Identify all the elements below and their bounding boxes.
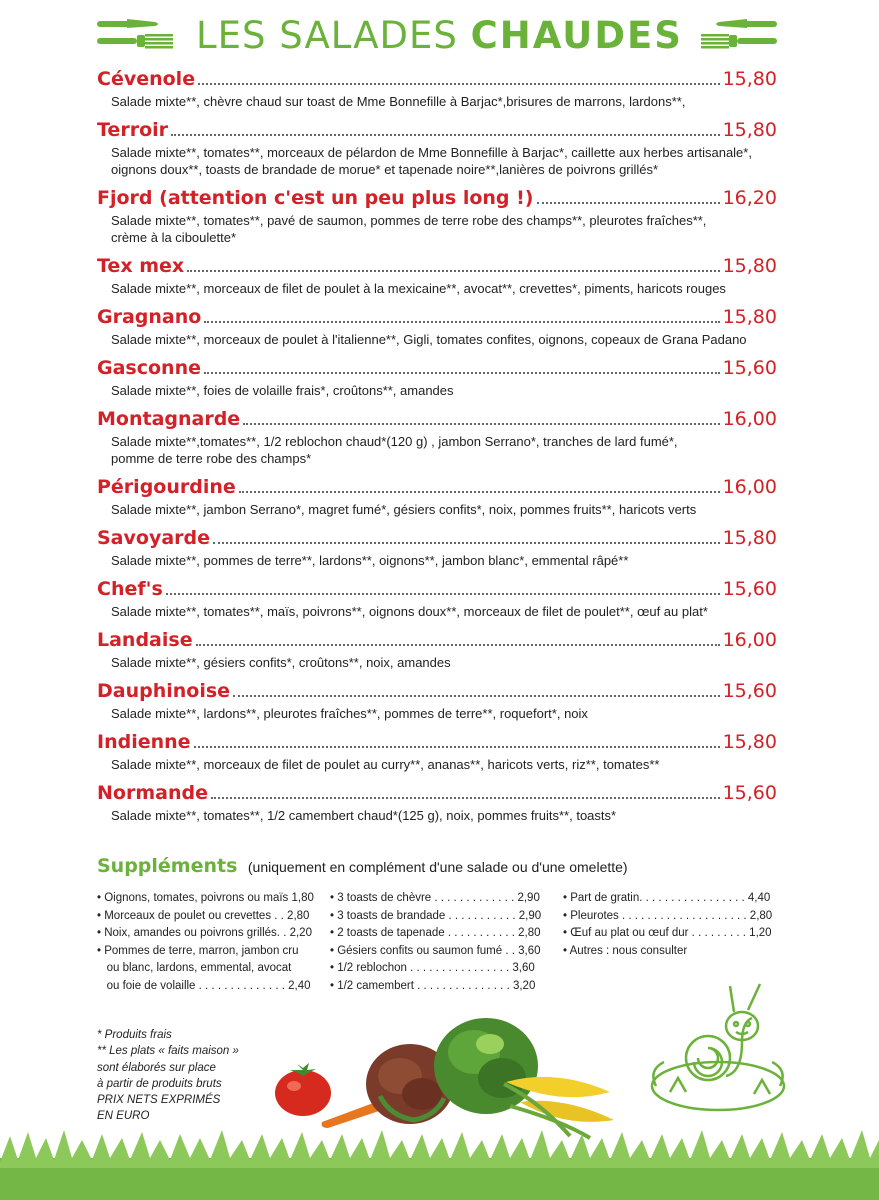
supplement-item: • Oignons, tomates, poivrons ou maïs 1,80 xyxy=(97,892,314,904)
salad-header xyxy=(97,408,777,433)
footnote-line: sont élaborés sur place xyxy=(97,1061,216,1074)
dot-leader xyxy=(204,372,720,374)
salad-header xyxy=(97,782,777,807)
salad-description: Salade mixte**, tomates**, 1/2 camembert chaud*(125 g), noix, pommes fruits**, toasts* xyxy=(111,808,617,823)
salad-description: Salade mixte**, pommes de terre**, lardons**, oignons**, jambon blanc*, emmental râpé** xyxy=(111,553,629,568)
dot-leader xyxy=(233,695,720,697)
supplement-item: • Gésiers confits ou saumon fumé . . 3,60 xyxy=(330,944,541,957)
salad-price: 15,60 xyxy=(722,357,777,379)
salad-item xyxy=(97,578,777,629)
salad-price: 15,60 xyxy=(722,782,777,804)
dot-leader xyxy=(239,491,720,493)
dot-leader xyxy=(166,593,720,595)
supplements-note: (uniquement en complément d'une salade ou d'une omelette) xyxy=(247,859,628,875)
salad-header xyxy=(97,306,777,331)
supplement-item: • 3 toasts de chèvre . . . . . . . . . . . . . 2,90 xyxy=(330,892,540,904)
salad-price: 15,80 xyxy=(722,68,777,90)
salad-description: Salade mixte**, chèvre chaud sur toast de Mme Bonnefille à Barjac*,brisures de marrons, lardons**, xyxy=(111,94,686,109)
salad-name: Savoyarde xyxy=(97,527,211,549)
dot-leader xyxy=(537,202,720,204)
supplement-item: • Pleurotes . . . . . . . . . . . . . . . . . . . . 2,80 xyxy=(563,909,773,922)
supplements-title: Suppléments xyxy=(97,855,238,877)
salad-name: Indienne xyxy=(97,731,191,753)
salad-description: Salade mixte**, morceaux de filet de poulet au curry**, ananas**, haricots verts, riz**, tomates** xyxy=(111,757,660,772)
salad-header xyxy=(97,731,777,756)
footnote-line: à partir de produits bruts xyxy=(97,1077,222,1090)
salad-item xyxy=(97,408,777,476)
salad-price: 15,80 xyxy=(722,731,777,753)
supplement-item: • 1/2 reblochon . . . . . . . . . . . . . . . . 3,60 xyxy=(330,962,535,974)
salad-price: 15,60 xyxy=(722,680,777,702)
salad-header xyxy=(97,476,777,501)
supplements-column xyxy=(563,890,775,960)
menu-header xyxy=(0,8,879,64)
salad-header xyxy=(97,629,777,654)
salad-header xyxy=(97,527,777,552)
salad-price: 16,00 xyxy=(722,476,777,498)
supplement-item: • Pommes de terre, marron, jambon cru xyxy=(97,944,299,957)
salad-description: Salade mixte**, gésiers confits*, croûtons**, noix, amandes xyxy=(111,655,451,670)
dot-leader xyxy=(213,542,720,544)
salad-price: 16,20 xyxy=(722,187,777,209)
salad-description: Salade mixte**, tomates**, maïs, poivrons**, oignons doux**, morceaux de filet de poulet**, œuf au plat* xyxy=(111,604,708,619)
salad-header xyxy=(97,119,777,144)
supplement-item: • Part de gratin. . . . . . . . . . . . . . . . . 4,40 xyxy=(563,892,771,904)
salad-item xyxy=(97,782,777,833)
salad-name: Fjord (attention c'est un peu plus long !) xyxy=(97,187,534,209)
salad-header xyxy=(97,578,777,603)
salad-header xyxy=(97,187,777,212)
salad-price: 15,80 xyxy=(722,119,777,141)
supplement-item: ou blanc, lardons, emmental, avocat xyxy=(97,962,292,974)
salad-item xyxy=(97,680,777,731)
supplement-item: • 1/2 camembert . . . . . . . . . . . . . . . 3,20 xyxy=(330,979,536,992)
salad-name: Périgourdine xyxy=(97,476,236,498)
supplement-item: • 3 toasts de brandade . . . . . . . . . . . 2,90 xyxy=(330,909,542,922)
footnote-line: PRIX NETS EXPRIMÉS xyxy=(97,1094,221,1107)
salad-description: Salade mixte**,tomates**, 1/2 reblochon chaud*(120 g) , jambon Serrano*, tranches de lard fumé*, pomme de terre robe des champs* xyxy=(111,434,678,466)
fork-knife-icon xyxy=(683,16,777,50)
salad-header xyxy=(97,255,777,280)
salad-item xyxy=(97,255,777,306)
supplements-column xyxy=(330,890,542,995)
footnote-line: ** Les plats « faits maison » xyxy=(97,1045,239,1058)
salad-description: Salade mixte**, morceaux de poulet à l'italienne**, Gigli, tomates confites, oignons, copeaux de Grana Padano xyxy=(111,332,747,347)
dot-leader xyxy=(194,746,720,748)
salad-price: 15,60 xyxy=(722,578,777,600)
title-text: LES SALADES xyxy=(196,14,458,57)
dot-leader xyxy=(204,321,719,323)
salad-price: 16,00 xyxy=(722,408,777,430)
footnote-line: EN EURO xyxy=(97,1110,150,1123)
salad-name: Gragnano xyxy=(97,306,202,328)
salad-price: 15,80 xyxy=(722,306,777,328)
supplement-item: • Œuf au plat ou œuf dur . . . . . . . . . 1,20 xyxy=(563,927,772,939)
salad-item xyxy=(97,68,777,119)
supplement-item: • Noix, amandes ou poivrons grillés. . 2,20 xyxy=(97,927,312,939)
salad-name: Chef's xyxy=(97,578,163,600)
snail-icon xyxy=(634,982,794,1116)
salad-name: Landaise xyxy=(97,629,193,651)
grass-decoration xyxy=(0,1128,879,1200)
salad-header xyxy=(97,680,777,705)
salad-description: Salade mixte**, jambon Serrano*, magret fumé*, gésiers confits*, noix, pommes fruits**, haricots verts xyxy=(111,502,697,517)
salad-description: Salade mixte**, tomates**, pavé de saumon, pommes de terre robe des champs**, pleurotes fraîches**, crème à la ciboulette* xyxy=(111,213,707,245)
salad-item xyxy=(97,119,777,187)
salad-item xyxy=(97,527,777,578)
salad-header xyxy=(97,357,777,382)
salad-header xyxy=(97,68,777,93)
salad-name: Gasconne xyxy=(97,357,201,379)
footnote-line: * Produits frais xyxy=(97,1029,172,1041)
salad-name: Tex mex xyxy=(97,255,185,277)
salad-item xyxy=(97,476,777,527)
salad-list xyxy=(97,68,777,833)
salad-name: Dauphinoise xyxy=(97,680,231,702)
dot-leader xyxy=(187,270,719,272)
dot-leader xyxy=(198,83,720,85)
salad-price: 16,00 xyxy=(722,629,777,651)
supplements-header xyxy=(97,855,797,877)
salad-description: Salade mixte**, tomates**, morceaux de pélardon de Mme Bonnefille à Barjac*, caillette aux herbes artisanale*, oignons doux**, toasts de brandade de morue* et tapenade noire**,lanières de poivrons grillés* xyxy=(111,145,752,177)
salad-price: 15,80 xyxy=(722,255,777,277)
salad-name: Montagnarde xyxy=(97,408,241,430)
title-emphasis: CHAUDES xyxy=(470,14,683,57)
salad-price: 15,80 xyxy=(722,527,777,549)
salad-description: Salade mixte**, lardons**, pleurotes fraîches**, pommes de terre**, roquefort*, noix xyxy=(111,706,588,721)
salad-description: Salade mixte**, foies de volaille frais*, croûtons**, amandes xyxy=(111,383,454,398)
salad-item xyxy=(97,187,777,255)
supplements-column xyxy=(97,890,314,995)
salad-item xyxy=(97,357,777,408)
dot-leader xyxy=(196,644,720,646)
supplement-item: • 2 toasts de tapenade . . . . . . . . . . . 2,80 xyxy=(330,927,541,939)
salad-description: Salade mixte**, morceaux de filet de poulet à la mexicaine**, avocat**, crevettes*, piments, haricots rouges xyxy=(111,281,726,296)
salad-item xyxy=(97,306,777,357)
supplement-item: ou foie de volaille . . . . . . . . . . . . . . 2,40 xyxy=(97,979,311,992)
salad-item xyxy=(97,731,777,782)
salad-name: Cévenole xyxy=(97,68,196,90)
supplement-item: • Autres : nous consulter xyxy=(563,944,688,957)
salad-name: Normande xyxy=(97,782,208,804)
salad-item xyxy=(97,629,777,680)
supplement-item: • Morceaux de poulet ou crevettes . . 2,80 xyxy=(97,909,310,922)
dot-leader xyxy=(211,797,720,799)
dot-leader xyxy=(243,423,719,425)
salad-name: Terroir xyxy=(97,119,168,141)
footnotes xyxy=(97,1027,239,1125)
dot-leader xyxy=(171,134,720,136)
